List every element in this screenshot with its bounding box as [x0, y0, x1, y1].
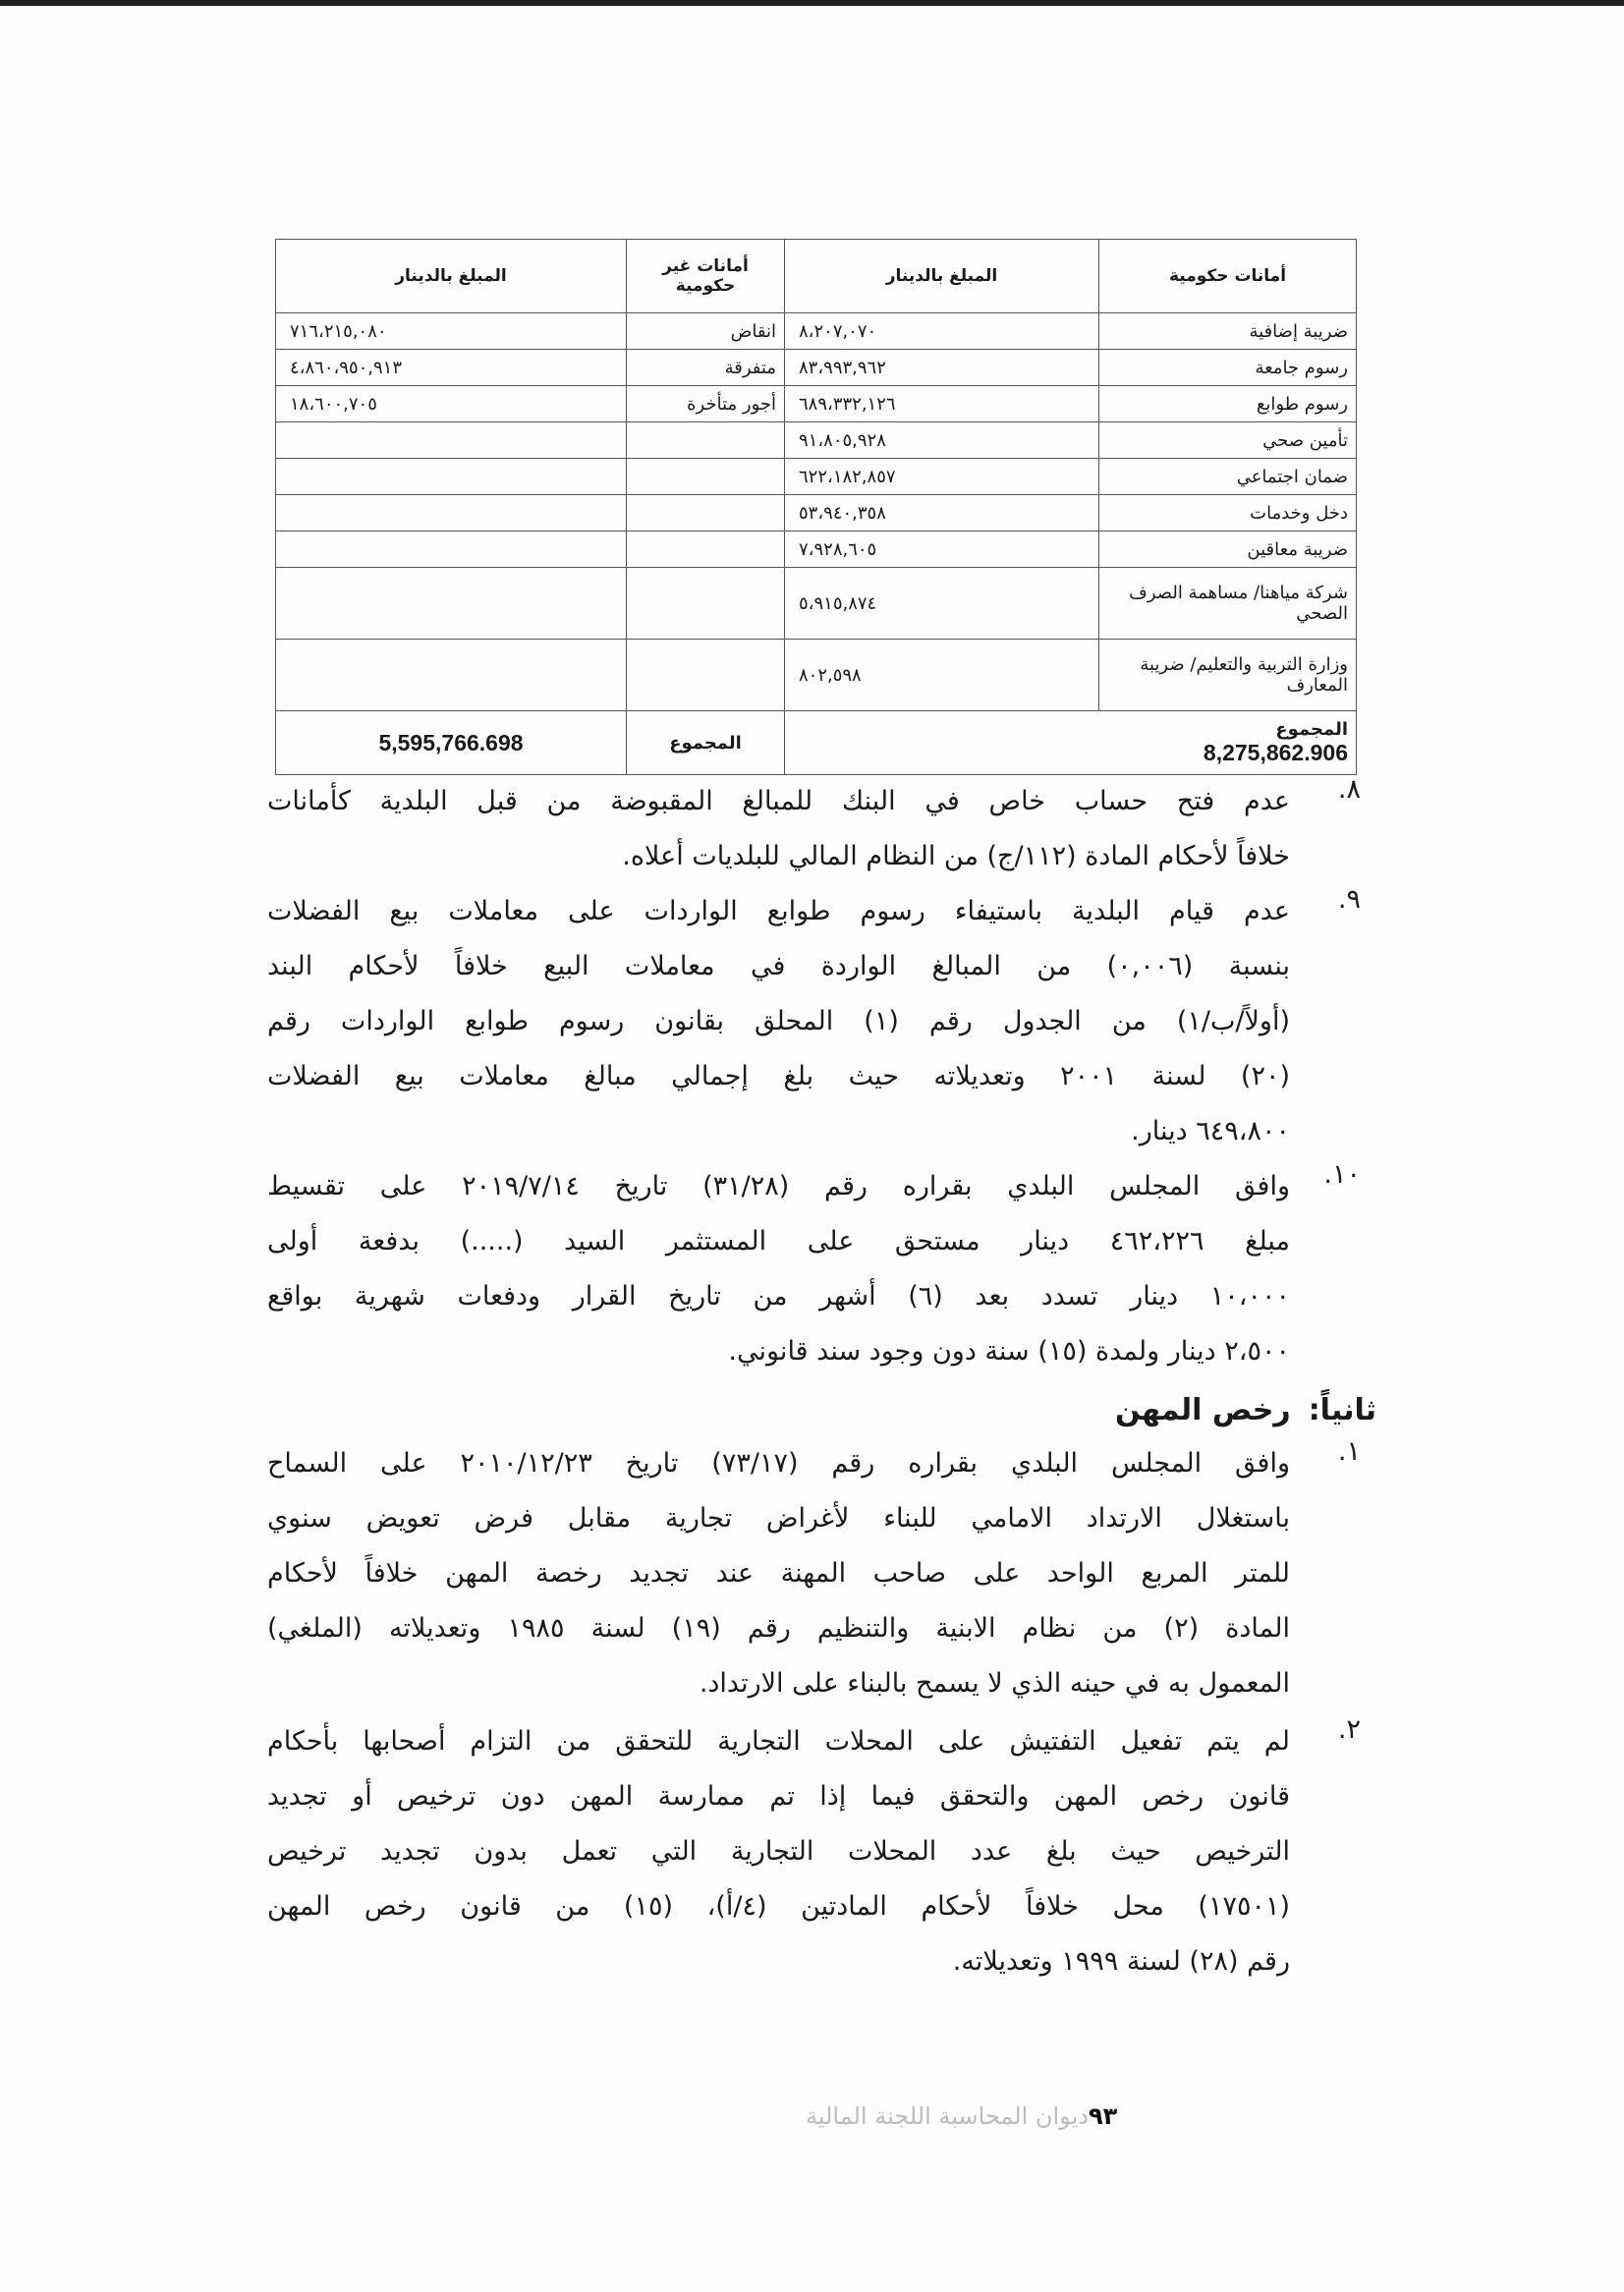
table-row — [276, 386, 1357, 422]
gov-total-cell — [785, 711, 1357, 775]
deposits-table — [275, 239, 1357, 775]
text-line: (أولاً/ب/١) من الجدول رقم (١) المحلق بقانون رسوم طوابع الواردات رقم — [267, 1006, 1291, 1036]
gov-deposit-name: رسوم طوابع — [1099, 386, 1357, 422]
item-text — [267, 1436, 1290, 1711]
nongov-deposit-name — [627, 422, 785, 459]
footer-text: ديوان المحاسبة اللجنة المالية — [806, 2102, 1089, 2130]
nongov-amount — [276, 640, 627, 711]
table-row — [276, 313, 1357, 350]
text-line: عدم قيام البلدية باستيفاء رسوم طوابع الواردات على معاملات بيع الفضلات — [267, 896, 1290, 926]
nongov-amount — [276, 568, 627, 640]
text-line: للمتر المربع الواحد على صاحب المهنة عند تجديد رخصة المهن خلافاً لأحكام — [267, 1558, 1290, 1589]
text-line: وافق المجلس البلدي بقراره رقم (٣١/٢٨) تاريخ ٢٠١٩/٧/١٤ على تقسيط — [267, 1171, 1290, 1202]
table-row — [276, 459, 1357, 495]
nongov-amount: ٧١٦،٢١٥,٠٨٠ — [276, 313, 627, 350]
text-line: بنسبة (٠,٠٠٦) من المبالغ الواردة في معاملات البيع خلافاً لأحكام البند — [267, 951, 1290, 981]
header-nongov-deposits: أمانات غير حكومية — [627, 240, 785, 313]
gov-amount: ٧،٩٢٨,٦٠٥ — [785, 531, 1099, 568]
nongov-amount — [276, 422, 627, 459]
item-number: ١. — [1337, 1436, 1361, 1467]
nongov-amount — [276, 459, 627, 495]
section-heading — [1097, 1393, 1376, 1427]
text-line: باستغلال الارتداد الامامي للبناء لأغراض تجارية مقابل فرض تعويض سنوي — [267, 1503, 1290, 1534]
gov-deposit-name: ضريبة إضافية — [1099, 313, 1357, 350]
text-line: الترخيص حيث بلغ عدد المحلات التجارية التي تعمل بدون تجديد ترخيص — [267, 1836, 1290, 1867]
item-number: ٨. — [1337, 774, 1361, 805]
item-number: ٩. — [1337, 884, 1361, 915]
text-line: المادة (٢) من نظام الابنية والتنظيم رقم (١٩) لسنة ١٩٨٥ وتعديلاته (الملغي) — [267, 1613, 1290, 1644]
table-row — [276, 640, 1357, 711]
nongov-deposit-name — [627, 640, 785, 711]
text-line: لم يتم تفعيل التفتيش على المحلات التجارية للتحقق من التزام أصحابها بأحكام — [267, 1726, 1290, 1757]
list-item-9 — [267, 884, 1361, 1159]
gov-amount: ٨،٢٠٧,٠٧٠ — [785, 313, 1099, 350]
nongov-amount: ٤،٨٦٠،٩٥٠,٩١٣ — [276, 350, 627, 386]
gov-amount: ٦٢٢،١٨٢,٨٥٧ — [785, 459, 1099, 495]
gov-amount: ٦٨٩،٣٣٢,١٢٦ — [785, 386, 1099, 422]
nongov-deposit-name — [627, 495, 785, 531]
list-item-b2 — [267, 1714, 1361, 1989]
gov-deposit-name: رسوم جامعة — [1099, 350, 1357, 386]
section-title: رخص المهن — [1114, 1393, 1291, 1427]
page-footer — [806, 2102, 1117, 2130]
text-line: خلافاً لأحكام المادة (١١٢/ج) من النظام المالي للبلديات أعلاه. — [622, 841, 1290, 871]
page-number: ٩٣ — [1088, 2102, 1118, 2130]
text-line: ١٠،٠٠٠ دينار تسدد بعد (٦) أشهر من تاريخ القرار ودفعات شهرية بواقع — [267, 1281, 1290, 1312]
table-total-row — [276, 711, 1357, 775]
table-row — [276, 568, 1357, 640]
gov-deposit-name: ضمان اجتماعي — [1099, 459, 1357, 495]
gov-total-value: 8,275,862.906 — [1203, 740, 1348, 765]
item-text — [267, 884, 1290, 1159]
table-row — [276, 422, 1357, 459]
nongov-deposit-name: انقاض — [627, 313, 785, 350]
table-row — [276, 531, 1357, 568]
gov-deposit-name: شركة مياهنا/ مساهمة الصرف الصحي — [1099, 568, 1357, 640]
table-row — [276, 495, 1357, 531]
nongov-total-value: 5,595,766.698 — [276, 711, 627, 775]
header-gov-amount: المبلغ بالدينار — [785, 240, 1099, 313]
list-item-10 — [267, 1159, 1361, 1379]
text-line: رقم (٢٨) لسنة ١٩٩٩ وتعديلاته. — [952, 1946, 1290, 1977]
section-label: ثانياً: — [1308, 1393, 1376, 1427]
nongov-deposit-name: أجور متأخرة — [627, 386, 785, 422]
text-line: ٢،٥٠٠ دينار ولمدة (١٥) سنة دون وجود سند قانوني. — [728, 1336, 1290, 1367]
gov-total-label: المجموع — [1275, 719, 1348, 740]
header-nongov-amount: المبلغ بالدينار — [276, 240, 627, 313]
text-line: (٢٠) لسنة ٢٠٠١ وتعديلاته حيث بلغ إجمالي مبالغ معاملات بيع الفضلات — [267, 1061, 1290, 1091]
text-line: قانون رخص المهن والتحقق فيما إذا تم ممارسة المهن دون ترخيص أو تجديد — [267, 1781, 1290, 1812]
nongov-deposit-name — [627, 531, 785, 568]
text-line: ٦٤٩،٨٠٠ دينار. — [1131, 1116, 1290, 1146]
nongov-deposit-name: متفرقة — [627, 350, 785, 386]
gov-deposit-name: تأمين صحي — [1099, 422, 1357, 459]
text-line: وافق المجلس البلدي بقراره رقم (٧٣/١٧) تاريخ ٢٠١٠/١٢/٢٣ على السماح — [267, 1448, 1291, 1479]
item-number: ٢. — [1337, 1714, 1361, 1745]
gov-amount: ٨٣،٩٩٣,٩٦٢ — [785, 350, 1099, 386]
nongov-total-label: المجموع — [627, 711, 785, 775]
text-line: عدم فتح حساب خاص في البنك للمبالغ المقبوضة من قبل البلدية كأمانات — [267, 786, 1290, 816]
gov-deposit-name: دخل وخدمات — [1099, 495, 1357, 531]
gov-amount: ٥،٩١٥,٨٧٤ — [785, 568, 1099, 640]
table-header-row — [276, 240, 1357, 313]
gov-amount: ٩١،٨٠٥,٩٢٨ — [785, 422, 1099, 459]
nongov-amount: ١٨،٦٠٠,٧٠٥ — [276, 386, 627, 422]
nongov-deposit-name — [627, 459, 785, 495]
gov-deposit-name: وزارة التربية والتعليم/ ضريبة المعارف — [1099, 640, 1357, 711]
table-row — [276, 350, 1357, 386]
text-line: (١٧٥٠١) محل خلافاً لأحكام المادتين (٤/أ)، (١٥) من قانون رخص المهن — [267, 1891, 1291, 1922]
item-number: ١٠. — [1323, 1159, 1361, 1190]
gov-amount: ٨٠٢,٥٩٨ — [785, 640, 1099, 711]
list-item-8 — [267, 774, 1361, 884]
list-item-b1 — [267, 1436, 1361, 1711]
item-text — [267, 1714, 1290, 1989]
nongov-deposit-name — [627, 568, 785, 640]
text-line: مبلغ ٤٦٢،٢٢٦ دينار مستحق على المستثمر السيد (.....) بدفعة أولى — [267, 1226, 1290, 1257]
scan-top-edge — [0, 0, 1624, 6]
gov-deposit-name: ضريبة معاقين — [1099, 531, 1357, 568]
nongov-amount — [276, 531, 627, 568]
item-text — [267, 774, 1290, 884]
header-gov-deposits: أمانات حكومية — [1099, 240, 1357, 313]
nongov-amount — [276, 495, 627, 531]
item-text — [267, 1159, 1290, 1379]
text-line: المعمول به في حينه الذي لا يسمح بالبناء على الارتداد. — [699, 1668, 1290, 1699]
gov-amount: ٥٣،٩٤٠,٣٥٨ — [785, 495, 1099, 531]
